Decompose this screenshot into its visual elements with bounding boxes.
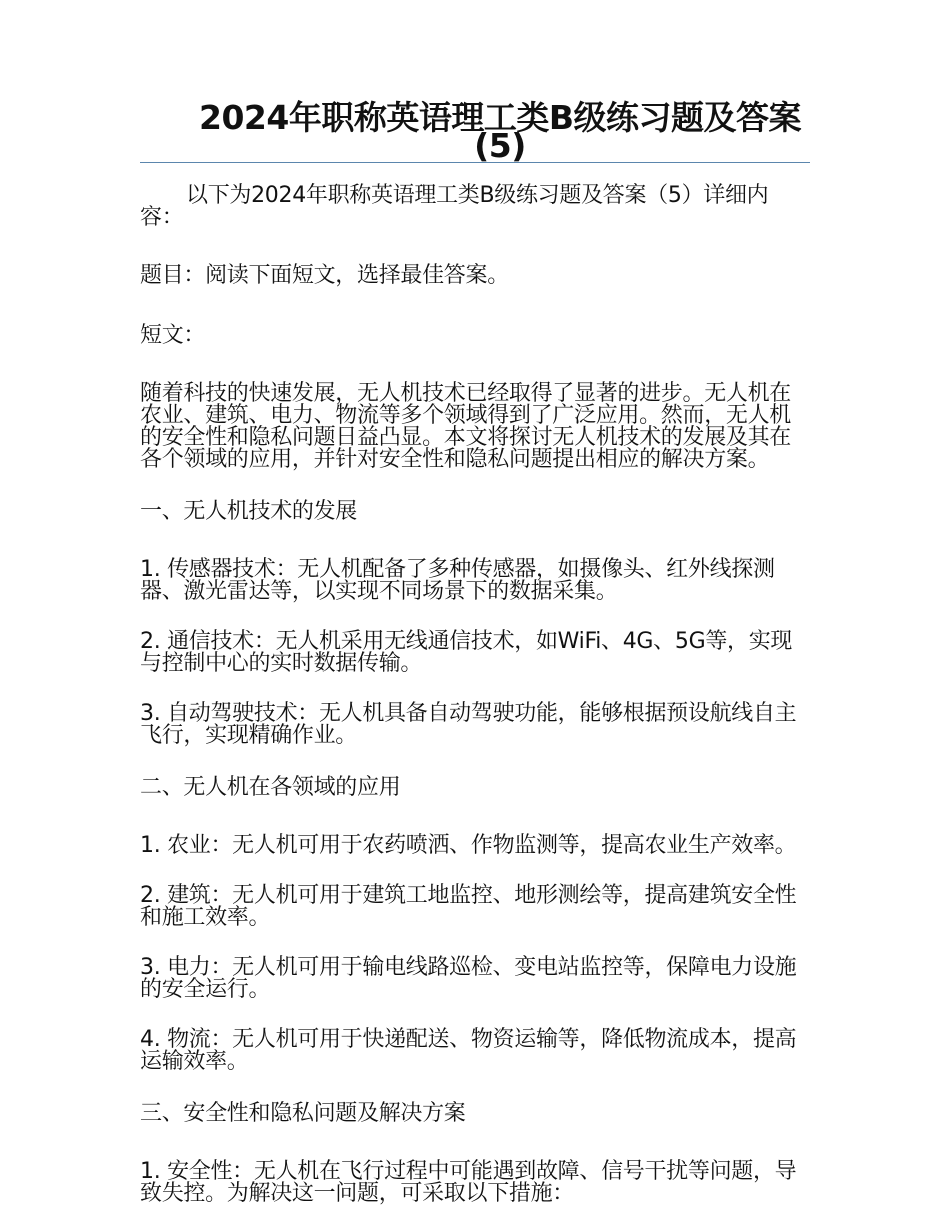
document-title: 2024年职称英语理工类B级练习题及答案(5)	[199, 98, 801, 165]
intro-paragraph: 以下为2024年职称英语理工类B级练习题及答案（5）详细内容：	[140, 183, 769, 230]
list-item: 4. 物流：无人机可用于快递配送、物资运输等，降低物流成本，提高运输效率。	[140, 1027, 797, 1074]
list-item: 1. 安全性：无人机在飞行过程中可能遇到故障、信号干扰等问题，导致失控。为解决这一问题，可采取以下措施：	[140, 1159, 797, 1206]
document-page	[140, 98, 810, 1206]
section-heading-development: 一、无人机技术的发展	[140, 499, 358, 524]
list-item: 3. 自动驾驶技术：无人机具备自动驾驶功能，能够根据预设航线自主飞行，实现精确作业。	[140, 701, 797, 748]
list-item: 1. 传感器技术：无人机配备了多种传感器，如摄像头、红外线探测器、激光雷达等，以实现不同场景下的数据采集。	[140, 557, 775, 604]
list-item: 3. 电力：无人机可用于输电线路巡检、变电站监控等，保障电力设施的安全运行。	[140, 955, 797, 1002]
list-item: 1. 农业：无人机可用于农药喷洒、作物监测等，提高农业生产效率。	[140, 833, 797, 858]
section-heading-applications: 二、无人机在各领域的应用	[140, 775, 401, 800]
list-item: 2. 通信技术：无人机采用无线通信技术，如WiFi、4G、5G等，实现与控制中心的实时数据传输。	[140, 629, 793, 676]
passage-intro-paragraph: 随着科技的快速发展，无人机技术已经取得了显著的进步。无人机在农业、建筑、电力、物流等多个领域得到了广泛应用。然而，无人机的安全性和隐私问题日益凸显。本文将探讨无人机技术的发展及其在各个领域的应用，并针对安全性和隐私问题提出相应的解决方案。	[140, 381, 792, 472]
passage-label: 短文：	[140, 323, 206, 348]
list-item: 2. 建筑：无人机可用于建筑工地监控、地形测绘等，提高建筑安全性和施工效率。	[140, 883, 797, 930]
question-line: 题目：阅读下面短文，选择最佳答案。	[140, 263, 509, 288]
section-heading-safety-privacy: 三、安全性和隐私问题及解决方案	[140, 1101, 466, 1126]
